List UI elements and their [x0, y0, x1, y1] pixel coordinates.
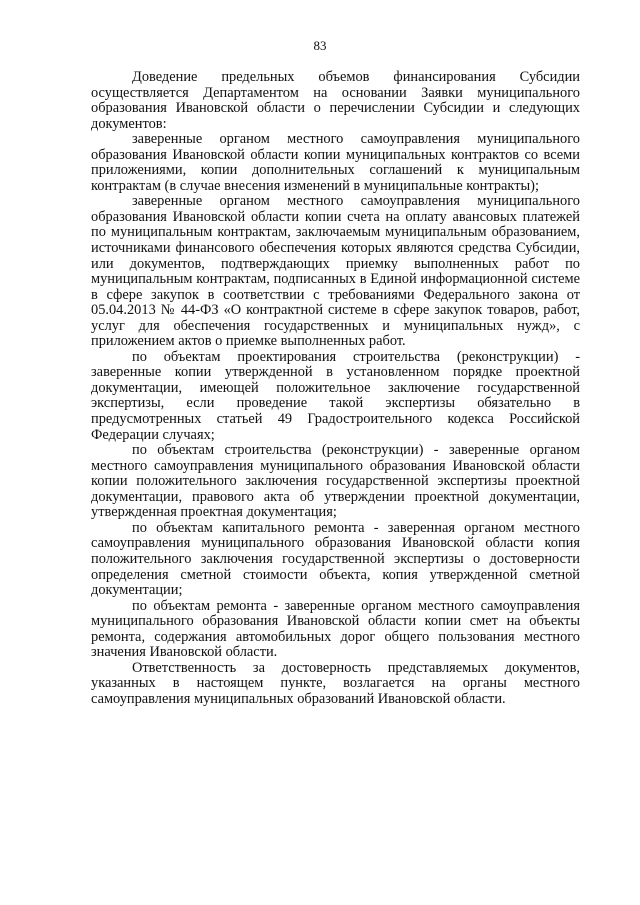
page-number: 83 [313, 38, 327, 53]
paragraph-contract-copies: заверенные органом местного самоуправления муниципального образования Ивановской области копии муниципальных контрактов со всеми приложениями, копии дополнительных соглашений к муниципальным контрактам (в случае внесения изменений в муниципальные контракты); [91, 131, 580, 194]
paragraph-design-objects: по объектам проектирования строительства (реконструкции) - заверенные копии утвержденной в установленном порядке проектной документации, имеющей положительное заключение государственной экспертизы, если проведение такой экспертизы обязательно в предусмотренных статьей 49 Градостроительного кодекса Российской Федерации случаях; [91, 348, 580, 443]
paragraph-repair-objects: по объектам ремонта - заверенные органом местного самоуправления муниципального образования Ивановской области копии смет на объекты ремонта, содержания автомобильных дорог общего пользования местного значения Ивановской области. [91, 597, 580, 661]
paragraph-invoice-copies: заверенные органом местного самоуправления муниципального образования Ивановской области копии счета на оплату авансовых платежей по муниципальным контрактам, заключаемым муниципальным образованием, источниками финансового обеспечения которых являются средства Субсидии, или документов, подтверждающих приемку выполненных работ по муниципальным контрактам, подписанных в Единой информационной системе в сфере закупок в соответствии с требованиями Федерального закона от 05.04.2013 № 44-ФЗ «О контрактной системе в сфере закупок товаров, работ, услуг для обеспечения государственных и муниципальных нужд», с приложением актов о приемке выполненных работ. [91, 193, 580, 350]
paragraph-responsibility: Ответственность за достоверность представляемых документов, указанных в настоящем пункте, возлагается на органы местного самоуправления муниципальных образований Ивановской области. [91, 659, 580, 707]
document-body [91, 70, 580, 707]
paragraph-construction-objects: по объектам строительства (реконструкции) - заверенные органом местного самоуправления муниципального образования Ивановской области копии положительного заключения государственной экспертизы проектной документации, правового акта об утверждении проектной документации, утвержденная проектная документация; [91, 442, 580, 521]
paragraph-funding-limits: Доведение предельных объемов финансирования Субсидии осуществляется Департаментом на основании Заявки муниципального образования Ивановской области о перечислении Субсидии и следующих документов: [91, 69, 580, 132]
paragraph-capital-repair-objects: по объектам капитального ремонта - заверенная органом местного самоуправления муниципального образования Ивановской области копия положительного заключения государственной экспертизы о достоверности определения сметной стоимости объекта, копия утвержденной сметной документации; [91, 519, 580, 599]
